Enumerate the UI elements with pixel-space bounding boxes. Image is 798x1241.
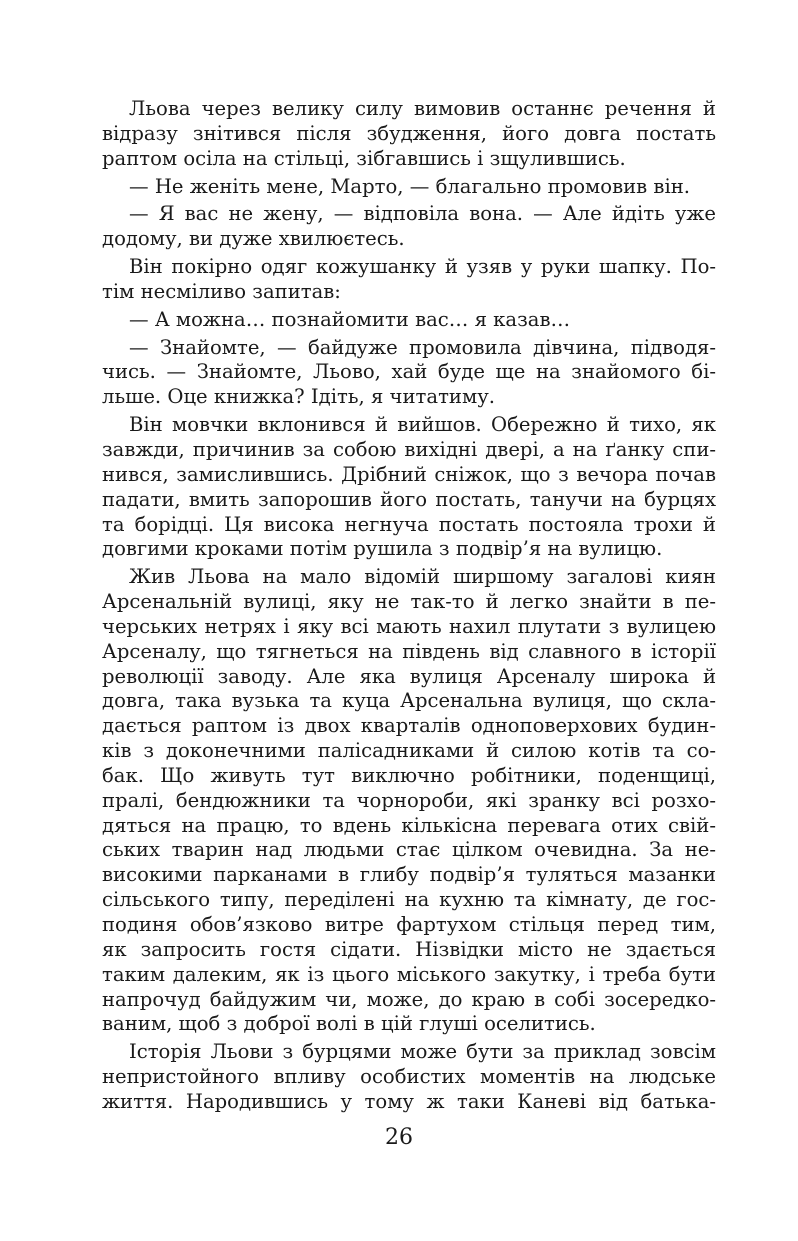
text-line: тім несміливо запитав: xyxy=(102,279,341,303)
text-line: пралі, бендюжники та чорнороби, які зранку всі розхо- xyxy=(102,788,716,812)
text-line: раптом осіла на стільці, зібгавшись і зщулившись. xyxy=(102,146,626,170)
text-line: льше. Оце книжка? Ідіть, я читатиму. xyxy=(102,385,495,409)
text-line: як запросить гостя сідати. Нізвідки місто не здається xyxy=(102,937,716,961)
text-line: ських тварин над людьми стає цілком очевидна. За не- xyxy=(102,838,716,862)
text-line: — Я вас не жену, — відповіла вона. — Але йдіть уже xyxy=(129,202,716,226)
text-line: Він покірно одяг кожушанку й узяв у руки шапку. По- xyxy=(129,255,716,279)
text-line: напрочуд байдужим чи, може, до краю в собі зосередко- xyxy=(102,987,716,1011)
text-line: Він мовчки вклонився й вийшов. Обережно й тихо, як xyxy=(129,413,716,437)
text-line: високими парканами в глибу подвір’я туляться мазанки xyxy=(102,863,716,887)
text-line: життя. Народившись у тому ж таки Каневі від батька- xyxy=(102,1089,716,1113)
paragraph xyxy=(102,336,716,411)
text-line: ків з доконечними палісадниками й силою котів та со- xyxy=(102,739,716,763)
paragraph xyxy=(102,308,716,333)
text-line: та борідці. Ця висока негнуча постать постояла трохи й xyxy=(102,512,716,536)
paragraph xyxy=(102,255,716,305)
text-line: сільського типу, переділені на кухню та кімнату, де гос- xyxy=(102,888,716,912)
text-line: непристойного впливу особистих моментів на людське xyxy=(102,1065,716,1089)
text-line: падати, вмить запорошив його постать, танучи на бурцях xyxy=(102,487,716,511)
text-line: Арсенальній вулиці, яку не так-то й легко знайти в пе- xyxy=(102,590,716,614)
text-line: — Знайомте, — байдуже промовила дівчина, підводя- xyxy=(129,335,716,359)
text-line: — Не женіть мене, Марто, — благально промовив він. xyxy=(129,174,691,198)
text-line: дається раптом із двох кварталів одноповерхових будин- xyxy=(102,714,716,738)
text-line: Арсеналу, що тягнеться на південь від славного в історії xyxy=(102,639,716,663)
text-line: ваним, щоб з доброї волі в цій глуші оселитись. xyxy=(102,1012,596,1036)
paragraph xyxy=(102,1040,716,1115)
text-line: Льова через велику силу вимовив останнє речення й xyxy=(129,97,716,120)
text-line: бак. Що живуть тут виключно робітники, поденщиці, xyxy=(102,763,716,787)
text-line: завжди, причинив за собою вихідні двері, а на ґанку спи- xyxy=(102,437,716,461)
paragraph xyxy=(102,565,716,1037)
text-line: таким далеким, як із цього міського закутку, і треба бути xyxy=(102,962,716,986)
text-line: черських нетрях і яку всі мають нахил плутати з вулицею xyxy=(102,614,716,638)
text-line: Жив Льова на мало відомій ширшому загалові киян xyxy=(129,565,716,589)
text-line: дяться на працю, то вдень кількісна перевага отих свій- xyxy=(102,813,716,837)
text-line: подиня обов’язково витре фартухом стільця перед тим, xyxy=(102,913,716,936)
text-line: довга, така вузька та куца Арсенальна вулиця, що скла- xyxy=(102,689,716,713)
page-number: 26 xyxy=(385,1125,413,1150)
text-line: Історія Льови з бурцями може бути за приклад зовсім xyxy=(129,1040,716,1064)
text-line: — А можна… познайомити вас… я казав… xyxy=(129,307,571,331)
text-line: довгими кроками потім рушила з подвір’я на вулицю. xyxy=(102,537,663,561)
text-line: революції заводу. Але яка вулиця Арсеналу широка й xyxy=(102,664,716,688)
paragraph xyxy=(102,175,716,200)
text-line: нився, замислившись. Дрібний сніжок, що з вечора почав xyxy=(102,462,716,486)
text-line: додому, ви дуже хвилюєтесь. xyxy=(102,227,405,251)
body-text xyxy=(102,97,716,1115)
paragraph xyxy=(102,413,716,562)
text-line: чись. — Знайомте, Льово, хай буде ще на знайомого бі- xyxy=(102,360,716,384)
text-line: відразу знітився після збудження, його довга постать xyxy=(102,121,716,145)
paragraph xyxy=(102,202,716,252)
paragraph xyxy=(102,97,716,172)
